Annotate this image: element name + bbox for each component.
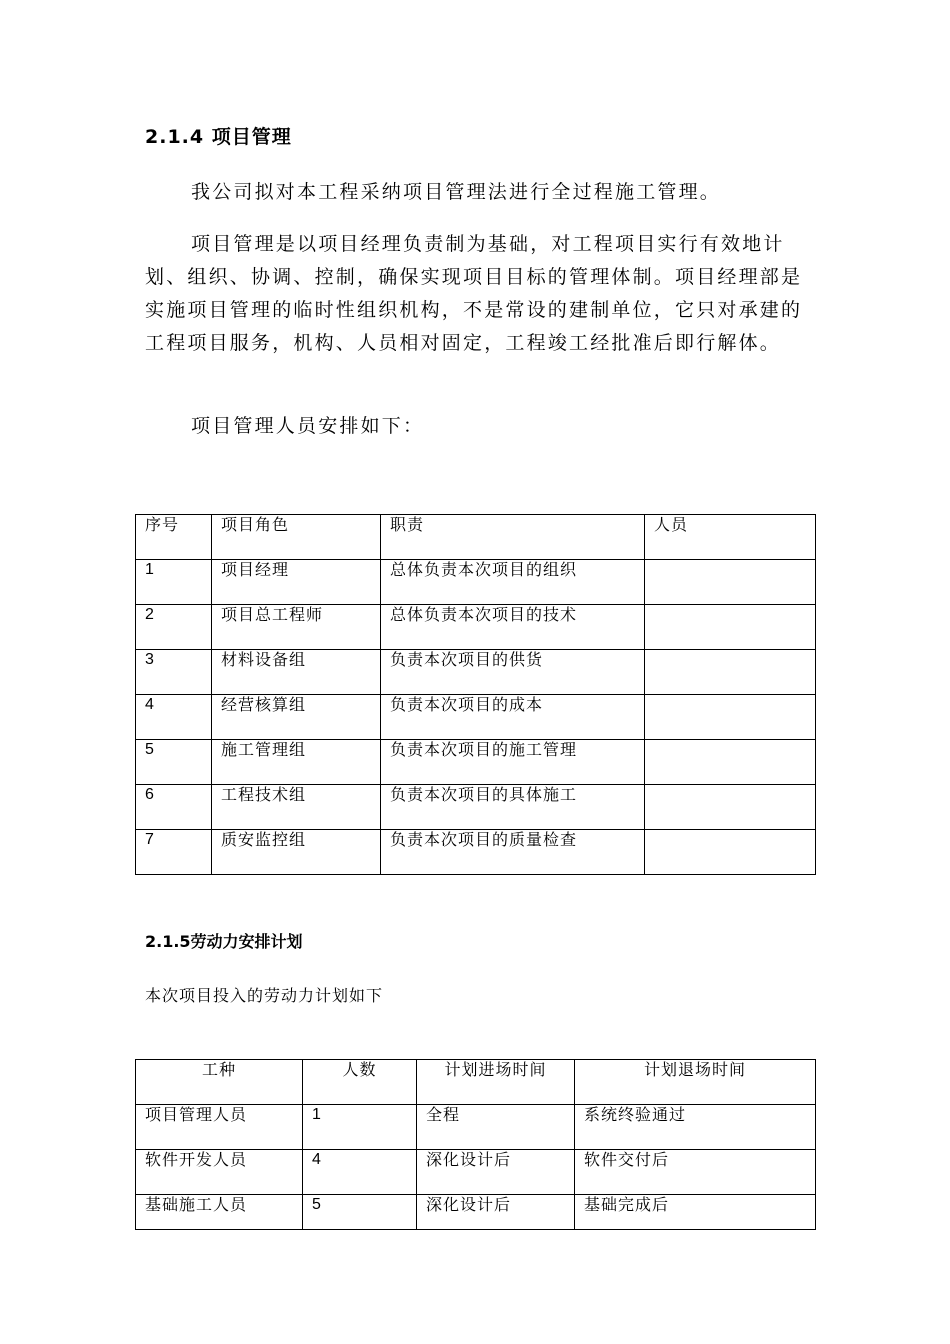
- roles-table: [135, 514, 816, 875]
- table-cell: 基础施工人员: [136, 1195, 303, 1230]
- table-cell: 深化设计后: [417, 1195, 575, 1230]
- table-cell: [645, 785, 816, 830]
- table-row: [136, 785, 816, 830]
- section-heading-project-management: 2.1.4 项目管理: [145, 126, 292, 148]
- paragraph-description-text: 项目管理是以项目经理负责制为基础，对工程项目实行有效地计划、组织、协调、控制，确保实现项目目标的管理体制。项目经理部是实施项目管理的临时性组织机构，不是常设的建制单位，它只对承建的工程项目服务，机构、人员相对固定，工程竣工经批准后即行解体。: [145, 233, 803, 354]
- table-cell: 经营核算组: [212, 695, 381, 740]
- table-cell: 总体负责本次项目的组织: [381, 560, 645, 605]
- table-cell: 系统终验通过: [575, 1105, 816, 1150]
- header-cell: 序号: [136, 515, 212, 560]
- table-cell: 软件开发人员: [136, 1150, 303, 1195]
- paragraph-staff-intro: [145, 410, 810, 443]
- header-cell: 项目角色: [212, 515, 381, 560]
- table-cell: 6: [136, 785, 212, 830]
- table-row: [136, 1195, 816, 1230]
- table-cell: 项目总工程师: [212, 605, 381, 650]
- table-cell: 软件交付后: [575, 1150, 816, 1195]
- table-cell: 2: [136, 605, 212, 650]
- header-cell: 计划进场时间: [417, 1060, 575, 1105]
- table-cell: 基础完成后: [575, 1195, 816, 1230]
- labor-table: [135, 1059, 816, 1230]
- table-row: [136, 1150, 816, 1195]
- table-cell: [645, 560, 816, 605]
- table-cell: [645, 695, 816, 740]
- table-row: [136, 1105, 816, 1150]
- table-cell: 负责本次项目的施工管理: [381, 740, 645, 785]
- table-cell: 工程技术组: [212, 785, 381, 830]
- table-cell: 项目管理人员: [136, 1105, 303, 1150]
- table-cell: 负责本次项目的供货: [381, 650, 645, 695]
- table-row: [136, 740, 816, 785]
- table-cell: 4: [136, 695, 212, 740]
- table-cell: 负责本次项目的成本: [381, 695, 645, 740]
- table-header-row: [136, 515, 816, 560]
- table-cell: 负责本次项目的具体施工: [381, 785, 645, 830]
- table-cell: 5: [303, 1195, 417, 1230]
- table-cell: [645, 740, 816, 785]
- table-cell: 3: [136, 650, 212, 695]
- table-cell: [645, 830, 816, 875]
- paragraph-staff-intro-text: 项目管理人员安排如下：: [191, 415, 425, 437]
- table-cell: 5: [136, 740, 212, 785]
- header-cell: 工种: [136, 1060, 303, 1105]
- table-row: [136, 605, 816, 650]
- header-cell: 人数: [303, 1060, 417, 1105]
- paragraph-intro-text: 我公司拟对本工程采纳项目管理法进行全过程施工管理。: [191, 181, 722, 203]
- table-cell: 7: [136, 830, 212, 875]
- section-heading-labor-plan: 2.1.5劳动力安排计划: [145, 932, 303, 951]
- header-cell: 计划退场时间: [575, 1060, 816, 1105]
- table-cell: [645, 605, 816, 650]
- header-cell: 人员: [645, 515, 816, 560]
- paragraph-intro: [145, 176, 810, 209]
- table-row: [136, 830, 816, 875]
- table-cell: [645, 650, 816, 695]
- table-cell: 总体负责本次项目的技术: [381, 605, 645, 650]
- table-cell: 全程: [417, 1105, 575, 1150]
- table-row: [136, 650, 816, 695]
- paragraph-description: [145, 228, 810, 360]
- table-cell: 施工管理组: [212, 740, 381, 785]
- table-cell: 4: [303, 1150, 417, 1195]
- table-cell: 材料设备组: [212, 650, 381, 695]
- table-cell: 1: [303, 1105, 417, 1150]
- table-cell: 项目经理: [212, 560, 381, 605]
- header-cell: 职责: [381, 515, 645, 560]
- table-cell: 负责本次项目的质量检查: [381, 830, 645, 875]
- table-cell: 1: [136, 560, 212, 605]
- table-header-row: [136, 1060, 816, 1105]
- labor-plan-intro: 本次项目投入的劳动力计划如下: [145, 986, 384, 1005]
- table-row: [136, 695, 816, 740]
- table-cell: 深化设计后: [417, 1150, 575, 1195]
- table-row: [136, 560, 816, 605]
- table-cell: 质安监控组: [212, 830, 381, 875]
